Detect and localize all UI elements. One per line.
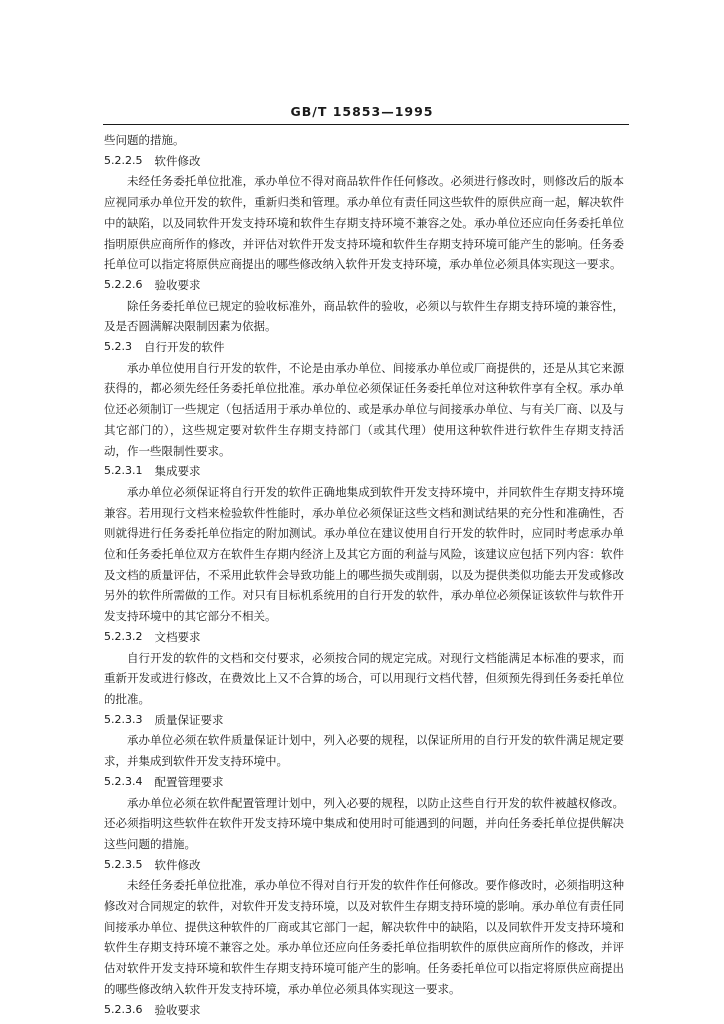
body-paragraph: 未经任务委托单位批准，承办单位不得对自行开发的软件作任何修改。要作修改时，必须指明这种修改对合同规定的软件，对软件开发支持环境，以及对软件生存期支持环境的影响。承办单位有责任同间接承办单位、提供这种软件的厂商或其它部门一起，解决软件中的缺陷，以及同软件开发支持环境和软件生存期支持环境不兼容之处。承办单位还应向任务委托单位指明软件的原供应商所作的修改，并评估对软件开发支持环境和软件生存期支持环境可能产生的影响。任务委托单位可以指定将原供应商提出的哪些修改纳入软件开发支持环境，承办单位必须具体实现这一要求。 bbox=[104, 878, 624, 996]
body-paragraph: 自行开发的软件的文档和交付要求，必须按合同的规定完成。对现行文档能满足本标准的要求，而重新开发或进行修改，在费效比上又不合算的场合，可以用现行文档代替，但须预先得到任务委托单位的批准。 bbox=[104, 650, 624, 706]
section-title: 验收要求 bbox=[154, 1002, 201, 1017]
body-paragraph: 未经任务委托单位批准，承办单位不得对商品软件作任何修改。必须进行修改时，则修改后的版本应视同承办单位开发的软件，重新归类和管理。承办单位有责任同这些软件的原供应商一起，解决软件中的缺陷，以及同软件开发支持环境和软件生存期支持环境不兼容之处。承办单位还应向任务委托单位指明原供应商所作的修改，并评估对软件开发支持环境和软件生存期支持环境可能产生的影响。任务委托单位可以指定将原供应商提出的哪些修改纳入软件开发支持环境，承办单位必须具体实现这一要求。 bbox=[104, 174, 624, 272]
body-paragraph: 承办单位必须保证将自行开发的软件正确地集成到软件开发支持环境中，并同软件生存期支持环境兼容。若用现行文档来检验软件性能时，承办单位必须保证这些文档和测试结果的充分性和准确性，否则就得进行任务委托单位指定的附加测试。承办单位在建议使用自行开发的软件时，应同时考虑承办单位和任务委托单位双方在软件生存期内经济上及其它方面的利益与风险，该建议应包括下列内容：软件及文档的质量评估，不采用此软件会导致功能上的哪些损失或削弱，以及为提供类似功能去开发或修改另外的软件所需做的工作。对只有目标机系统用的自行开发的软件，承办单位必须保证该软件与软件开发支持环境中的其它部分不相关。 bbox=[104, 484, 624, 624]
section-number: 5.2.2.6 bbox=[104, 277, 143, 291]
body-paragraph: 承办单位使用自行开发的软件，不论是由承办单位、间接承办单位或厂商提供的，还是从其它来源获得的，都必须先经任务委托单位批准。承办单位必须保证任务委托单位对这种软件享有全权。承办单位还必须制订一些规定（包括适用于承办单位的、或是承办单位与间接承办单位、与有关厂商、以及与其它部门的），这些规定要对软件生存期支持部门（或其代理）使用这种软件进行软件生存期支持活动，作一些限制性要求。 bbox=[104, 360, 624, 458]
section-heading bbox=[104, 1000, 624, 1021]
section-heading bbox=[104, 855, 624, 876]
body-paragraph: 些问题的措施。 bbox=[104, 133, 185, 147]
section-number: 5.2.3.2 bbox=[104, 629, 143, 643]
section-title: 软件修改 bbox=[154, 153, 201, 168]
document-body bbox=[104, 130, 624, 1020]
section-title: 验收要求 bbox=[154, 277, 201, 292]
section-heading bbox=[104, 710, 624, 731]
section-title: 集成要求 bbox=[154, 464, 201, 479]
section-number: 5.2.3.3 bbox=[104, 712, 143, 726]
section-number: 5.2.3.5 bbox=[104, 857, 143, 871]
header-rule bbox=[103, 124, 629, 125]
section-title: 质量保证要求 bbox=[154, 712, 224, 727]
section-number: 5.2.2.5 bbox=[104, 153, 143, 167]
section-number: 5.2.3 bbox=[104, 340, 132, 354]
section-number: 5.2.3.4 bbox=[104, 774, 143, 788]
section-heading bbox=[104, 275, 624, 296]
section-title: 自行开发的软件 bbox=[144, 340, 225, 355]
body-paragraph: 除任务委托单位已规定的验收标准外，商品软件的验收，必须以与软件生存期支持环境的兼容性，及是否圆满解决限制因素为依据。 bbox=[104, 298, 624, 334]
standard-code-header: GB/T 15853—1995 bbox=[290, 104, 434, 119]
section-heading bbox=[104, 461, 624, 482]
section-number: 5.2.3.6 bbox=[104, 1002, 143, 1016]
section-title: 文档要求 bbox=[154, 629, 201, 644]
section-heading bbox=[104, 151, 624, 172]
body-paragraph: 承办单位必须在软件质量保证计划中，列入必要的规程，以保证所用的自行开发的软件满足规定要求，并集成到软件开发支持环境中。 bbox=[104, 733, 624, 769]
section-title: 配置管理要求 bbox=[154, 774, 224, 789]
section-title: 软件修改 bbox=[154, 857, 201, 872]
body-paragraph: 承办单位必须在软件配置管理计划中，列入必要的规程，以防止这些自行开发的软件被越权修改。还必须指明这些软件在软件开发支持环境中集成和使用时可能遇到的问题，并向任务委托单位提供解决这些问题的措施。 bbox=[104, 795, 624, 851]
section-heading bbox=[104, 772, 624, 793]
section-number: 5.2.3.1 bbox=[104, 464, 143, 478]
section-heading bbox=[104, 337, 624, 358]
section-heading bbox=[104, 627, 624, 648]
